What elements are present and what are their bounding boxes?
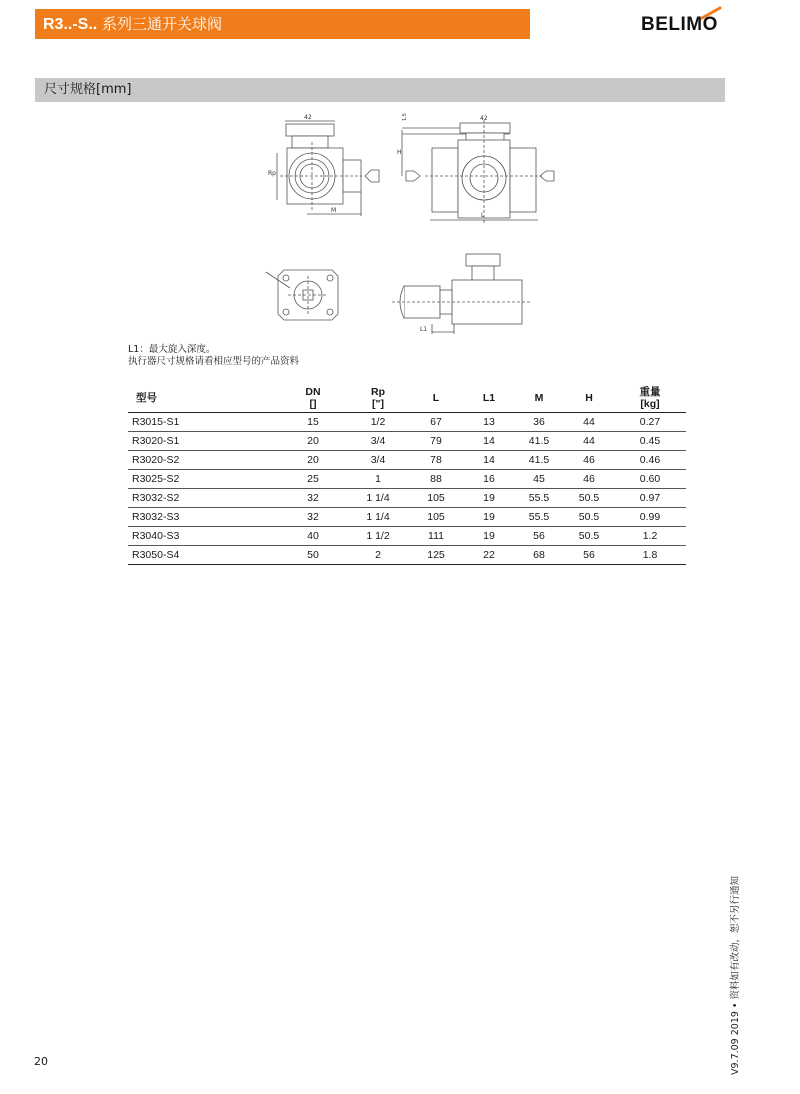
table-header-row <box>128 384 686 413</box>
table-cell: 20 <box>278 451 348 470</box>
table-cell: 1.2 <box>614 527 686 546</box>
table-cell: 32 <box>278 508 348 527</box>
table-cell: 78 <box>408 451 464 470</box>
table-cell: R3040-S3 <box>128 527 278 546</box>
dim-m: M <box>331 207 337 214</box>
valve-front-view-drawing <box>262 112 387 222</box>
table-cell: 2 <box>348 546 408 565</box>
table-cell: 25 <box>278 470 348 489</box>
header-dn: DN [] <box>278 384 348 413</box>
table-cell: 44 <box>564 432 614 451</box>
product-code: R3..-S.. <box>43 16 98 33</box>
page-number: 20 <box>34 1055 48 1068</box>
dim-l1: L1 <box>420 326 428 333</box>
header-rp: Rp ["] <box>348 384 408 413</box>
table-cell: 41.5 <box>514 451 564 470</box>
table-cell: 55.5 <box>514 489 564 508</box>
table-cell: 3/4 <box>348 432 408 451</box>
table-cell: 125 <box>408 546 464 565</box>
valve-side-view-drawing <box>390 108 560 228</box>
table-cell: 44 <box>564 413 614 432</box>
table-cell: 50.5 <box>564 508 614 527</box>
table-cell: 1 1/2 <box>348 527 408 546</box>
table-cell: 105 <box>408 489 464 508</box>
table-cell: 40 <box>278 527 348 546</box>
table-cell: 50.5 <box>564 527 614 546</box>
valve-installation-drawing <box>392 250 532 340</box>
table-row <box>128 546 686 565</box>
table-cell: 19 <box>464 489 514 508</box>
table-cell: 68 <box>514 546 564 565</box>
table-cell: 50 <box>278 546 348 565</box>
table-cell: R3050-S4 <box>128 546 278 565</box>
table-cell: 32 <box>278 489 348 508</box>
table-cell: 1/2 <box>348 413 408 432</box>
table-cell: R3025-S2 <box>128 470 278 489</box>
table-row <box>128 489 686 508</box>
dim-42-front: 42 <box>304 114 312 121</box>
table-row <box>128 451 686 470</box>
table-cell: 22 <box>464 546 514 565</box>
table-cell: 45 <box>514 470 564 489</box>
table-cell: 16 <box>464 470 514 489</box>
table-cell: 41.5 <box>514 432 564 451</box>
dim-rp: Rp <box>268 170 276 177</box>
table-cell: 0.45 <box>614 432 686 451</box>
dimension-table <box>128 384 686 565</box>
table-cell: R3032-S3 <box>128 508 278 527</box>
section-title: 尺寸规格[mm] <box>35 78 725 102</box>
table-row <box>128 432 686 451</box>
table-cell: 0.27 <box>614 413 686 432</box>
table-cell: 36 <box>514 413 564 432</box>
header-h: H <box>564 384 614 413</box>
table-row <box>128 527 686 546</box>
product-title: 系列三通开关球阀 <box>102 15 223 33</box>
header-l: L <box>408 384 464 413</box>
table-cell: 14 <box>464 432 514 451</box>
dim-1-5: 1.5 <box>402 113 408 121</box>
belimo-logo: BELIMO <box>641 14 718 35</box>
table-cell: 15 <box>278 413 348 432</box>
table-cell: 88 <box>408 470 464 489</box>
table-row <box>128 470 686 489</box>
table-cell: 46 <box>564 451 614 470</box>
version-note: V9.7.09 2019 • 资料如有改动，恕不另行通知 <box>730 875 741 1075</box>
table-cell: 0.99 <box>614 508 686 527</box>
table-cell: 1 1/4 <box>348 489 408 508</box>
table-cell: R3020-S2 <box>128 451 278 470</box>
table-cell: R3015-S1 <box>128 413 278 432</box>
table-cell: 79 <box>408 432 464 451</box>
table-cell: R3032-S2 <box>128 489 278 508</box>
valve-top-view-drawing <box>262 258 362 333</box>
table-cell: R3020-S1 <box>128 432 278 451</box>
table-cell: 111 <box>408 527 464 546</box>
note-actuator-reference: 执行器尺寸规格请看相应型号的产品资料 <box>128 356 300 367</box>
table-cell: 56 <box>564 546 614 565</box>
table-cell: 46 <box>564 470 614 489</box>
table-cell: 13 <box>464 413 514 432</box>
table-cell: 1.8 <box>614 546 686 565</box>
table-cell: 0.46 <box>614 451 686 470</box>
table-row <box>128 413 686 432</box>
header-m: M <box>514 384 564 413</box>
table-row <box>128 508 686 527</box>
header-l1: L1 <box>464 384 514 413</box>
table-cell: 14 <box>464 451 514 470</box>
table-cell: 0.60 <box>614 470 686 489</box>
table-cell: 19 <box>464 508 514 527</box>
header-weight: 重量 [kg] <box>614 384 686 413</box>
table-cell: 55.5 <box>514 508 564 527</box>
table-cell: 67 <box>408 413 464 432</box>
dim-42-side: 42 <box>480 115 488 122</box>
table-cell: 1 <box>348 470 408 489</box>
dim-l: L <box>481 212 485 219</box>
table-cell: 50.5 <box>564 489 614 508</box>
note-max-depth: L1：最大旋入深度。 <box>128 344 216 355</box>
belimo-logo-mark <box>700 6 722 20</box>
table-cell: 19 <box>464 527 514 546</box>
table-cell: 1 1/4 <box>348 508 408 527</box>
dim-h: H <box>397 149 402 156</box>
table-cell: 56 <box>514 527 564 546</box>
table-cell: 105 <box>408 508 464 527</box>
table-cell: 0.97 <box>614 489 686 508</box>
table-cell: 3/4 <box>348 451 408 470</box>
header-model: 型号 <box>128 384 278 413</box>
table-cell: 20 <box>278 432 348 451</box>
document-title-bar <box>35 9 530 39</box>
